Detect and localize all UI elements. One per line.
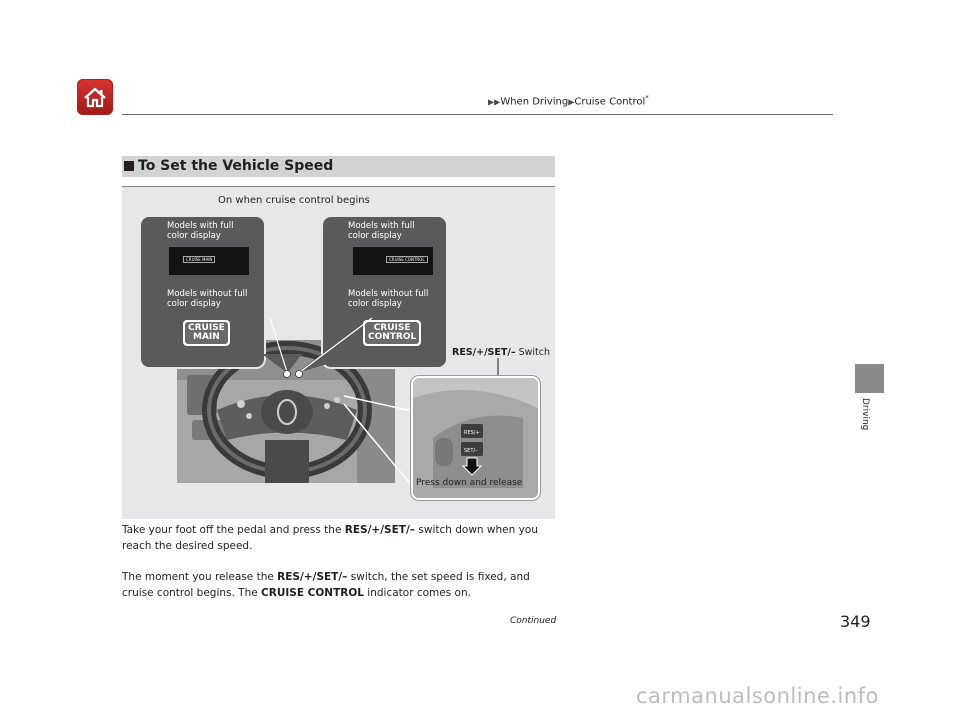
- p2-text-c: switch, the set speed is fixed, and cruise control begins. The: [122, 571, 530, 599]
- p2-switch-name: RES/+/SET/–: [277, 571, 348, 583]
- p2-text-a: The moment you release the: [122, 571, 278, 583]
- press-instruction-label: Press down and release: [416, 478, 523, 488]
- inset-res-button-label: RES/+: [464, 430, 480, 436]
- chapter-tab-label: Driving: [860, 398, 870, 431]
- right-panel-display-label: CRUISE CONTROL: [386, 256, 428, 263]
- p1-text-c: switch down when you reach the desired speed.: [122, 524, 538, 552]
- section-heading: [122, 156, 555, 177]
- home-icon[interactable]: [77, 79, 113, 115]
- figure-caption-top: On when cruise control begins: [218, 195, 370, 206]
- breadcrumb: [488, 94, 649, 107]
- paragraph-2: [122, 569, 562, 601]
- right-panel-bottom-text: Models without full color display: [348, 289, 429, 309]
- cruise-control-badge-line2: CONTROL: [368, 332, 417, 342]
- watermark: carmanualsonline.info: [636, 684, 879, 708]
- section-heading-text: To Set the Vehicle Speed: [138, 158, 334, 174]
- heading-square-icon: [124, 161, 134, 171]
- breadcrumb-asterisk: *: [645, 94, 649, 102]
- header-divider: [122, 114, 833, 115]
- cruise-control-badge-line1: CRUISE: [373, 323, 411, 333]
- switch-label-suffix: Switch: [515, 347, 551, 358]
- p1-text-a: Take your foot off the pedal and press the: [122, 524, 345, 536]
- left-panel-bottom-text: Models without full color display: [167, 289, 248, 309]
- left-panel-display-label: CRUISE MAIN: [183, 256, 215, 263]
- chapter-tab[interactable]: [855, 364, 884, 393]
- right-panel-top-text: Models with full color display: [348, 221, 415, 241]
- p2-text-e: indicator comes on.: [363, 587, 471, 599]
- paragraph-1: [122, 522, 562, 554]
- continued-label: Continued: [510, 616, 557, 626]
- breadcrumb-arrow-icon: ▶▶: [488, 97, 501, 107]
- p1-switch-name: RES/+/SET/–: [344, 524, 416, 536]
- switch-label-name: RES/+/SET/–: [452, 347, 516, 358]
- p2-indicator-name: CRUISE CONTROL: [261, 587, 364, 599]
- breadcrumb-arrow-icon: ▶: [568, 97, 575, 107]
- cruise-main-badge-line1: CRUISE: [188, 323, 225, 333]
- inset-set-button-label: SET/–: [464, 448, 478, 454]
- left-panel-top-text: Models with full color display: [167, 221, 234, 241]
- page-number: 349: [840, 612, 871, 631]
- switch-label: [452, 347, 550, 358]
- breadcrumb-item-when-driving[interactable]: When Driving: [500, 96, 569, 108]
- breadcrumb-item-cruise-control[interactable]: Cruise Control: [574, 96, 646, 108]
- cruise-main-badge-line2: MAIN: [193, 332, 220, 342]
